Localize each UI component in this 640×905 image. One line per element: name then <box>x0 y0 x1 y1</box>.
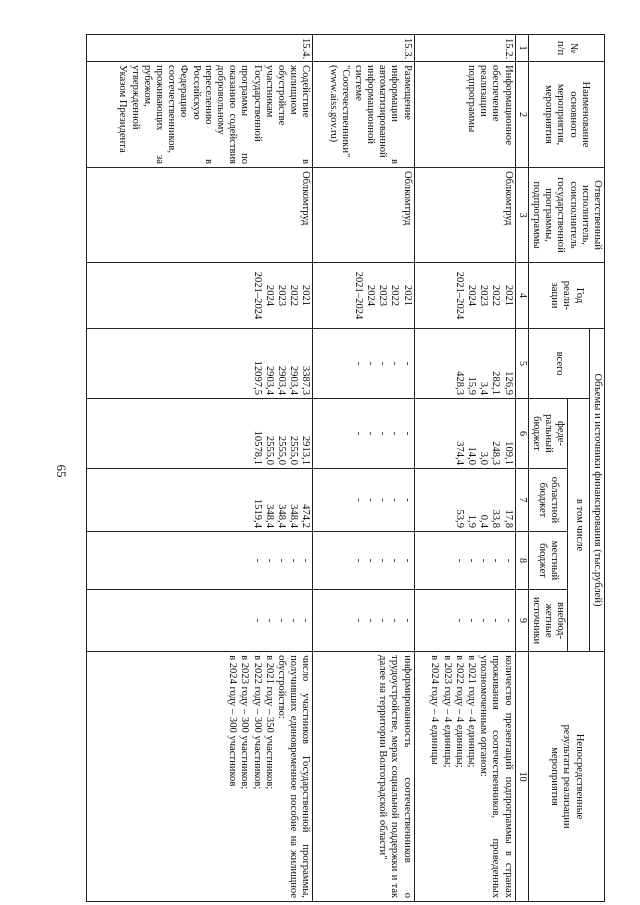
federal-amount: 109,1 248,3 3,0 14,0 374,4 <box>414 399 515 469</box>
total-amount: 3387,3 2903,4 2903,4 2903,4 12097,5 <box>86 329 313 399</box>
column-number: 6 <box>515 399 528 469</box>
header-total: всего <box>528 329 589 399</box>
federal-amount: 2913,1 2555,0 2555,0 2555,0 10578,1 <box>86 399 313 469</box>
years: 2021 2022 2023 2024 2021–2024 <box>86 263 313 329</box>
header-extrabudget: внебюд- жетные источники <box>528 590 568 652</box>
extrabudget-amount: - - - - - <box>86 590 313 652</box>
header-number: № п/п <box>528 35 604 62</box>
header-results: Непосредственные результаты реализации мероприятия <box>528 652 604 902</box>
header-federal: феде- ральный бюджет <box>528 399 568 469</box>
extrabudget-amount: - - - - - <box>313 590 414 652</box>
table-row <box>414 35 515 902</box>
rotated-page-content <box>80 0 605 905</box>
table-row <box>86 35 313 902</box>
activity-name: Содействие в жилищном обустройстве участникам Государственной программы по оказанию содействия добровольному переселению в Российскую Федерацию соотечественников, проживающих за рубежом, утвержденной Указом Президента <box>86 62 313 168</box>
header-row-1 <box>589 35 604 902</box>
years: 2021 2022 2023 2024 2021–2024 <box>414 263 515 329</box>
total-amount: - - - - - <box>313 329 414 399</box>
header-year: Год реали- зации <box>528 263 604 329</box>
column-number: 4 <box>515 263 528 329</box>
header-executor: Ответственный исполнитель, соисполнитель государственной программы, подпрограммы <box>528 168 604 263</box>
row-number: 15.4. <box>86 35 313 62</box>
column-number: 5 <box>515 329 528 399</box>
executor: Облкомтруд <box>86 168 313 263</box>
regional-amount: - - - - - <box>313 469 414 532</box>
program-activities-table <box>86 34 605 902</box>
column-number: 1 <box>515 35 528 62</box>
federal-amount: - - - - - <box>313 399 414 469</box>
header-local: местный бюджет <box>528 532 568 590</box>
header-activity-name: Наименование основного мероприятия, мероприятия <box>528 62 604 168</box>
header-regional: областной бюджет <box>528 469 568 532</box>
local-amount: - - - - - <box>86 532 313 590</box>
column-number: 10 <box>515 652 528 902</box>
regional-amount: 474,2 348,4 348,4 348,4 1519,4 <box>86 469 313 532</box>
row-number: 15.2. <box>414 35 515 62</box>
local-amount: - - - - - <box>414 532 515 590</box>
executor: Облкомтруд <box>414 168 515 263</box>
column-number: 2 <box>515 62 528 168</box>
row-number: 15.3. <box>313 35 414 62</box>
column-number: 7 <box>515 469 528 532</box>
column-number-row <box>515 35 528 902</box>
header-including: в том числе <box>568 399 589 652</box>
column-number: 3 <box>515 168 528 263</box>
years: 2021 2022 2023 2024 2021–2024 <box>313 263 414 329</box>
table-row <box>313 35 414 902</box>
activity-result: число участников Государственной программы, получивших единовременное пособие на жилищное обустройство: в 2021 году – 350 участников; в 2022 году – 300 участников; в 2023 году – 300 участников; в 2024 году – 300 участников <box>86 652 313 902</box>
column-number: 9 <box>515 590 528 652</box>
activity-result: количество презентаций подпрограммы в странах проживания соотечественников, проведенных уполномоченным органом: в 2021 году – 4 единицы; в 2022 году – 4 единицы; в 2023 году – 4 единицы; в 2024 году – 4 единицы <box>414 652 515 902</box>
activity-name: Размещение информации в автоматизированной информационной системе "Соотечественники" (www.aiss.gov.ru) <box>313 62 414 168</box>
local-amount: - - - - - <box>313 532 414 590</box>
extrabudget-amount: - - - - - <box>414 590 515 652</box>
page-number: 65 <box>54 464 69 478</box>
activity-result: информированность соотечественников о трудоустройстве, мерах социальной поддержки и так далее на территории Волгоградской области" <box>313 652 414 902</box>
total-amount: 126,9 282,1 3,4 15,9 428,3 <box>414 329 515 399</box>
column-number: 8 <box>515 532 528 590</box>
header-financing: Объемы и источники финансирования (тыс.рублей) <box>589 329 604 652</box>
activity-name: Информационное обеспечение реализации подпрограммы <box>414 62 515 168</box>
executor: Облкомтруд <box>313 168 414 263</box>
regional-amount: 17,8 33,8 0,4 1,9 53,9 <box>414 469 515 532</box>
